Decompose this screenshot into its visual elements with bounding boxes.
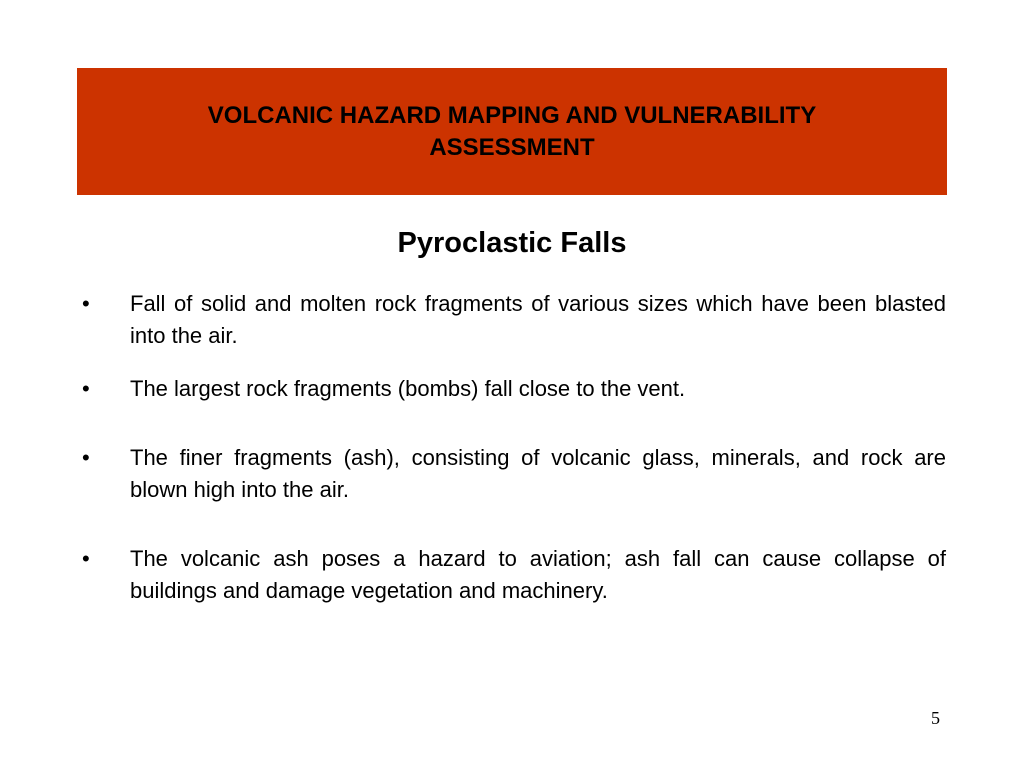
title-banner — [77, 68, 947, 195]
bullet-icon: • — [82, 546, 90, 571]
bullet-item — [80, 543, 946, 607]
bullet-icon: • — [82, 445, 90, 470]
bullet-text: Fall of solid and molten rock fragments of various sizes which have been blasted into the air. — [130, 291, 946, 348]
section-heading: Pyroclastic Falls — [397, 227, 627, 259]
bullet-text: The finer fragments (ash), consisting of volcanic glass, minerals, and rock are blown high into the air. — [130, 445, 946, 502]
bullet-icon: • — [82, 291, 90, 316]
bullet-text: The volcanic ash poses a hazard to aviation; ash fall can cause collapse of buildings and damage vegetation and machinery. — [130, 546, 946, 603]
bullet-item — [80, 373, 946, 405]
bullet-item — [80, 442, 946, 506]
page-number: 5 — [931, 708, 940, 728]
slide-title: VOLCANIC HAZARD MAPPING AND VULNERABILITY ASSESSMENT — [207, 101, 817, 161]
bullet-item — [80, 288, 946, 352]
bullet-text: The largest rock fragments (bombs) fall close to the vent. — [130, 376, 686, 401]
bullet-icon: • — [82, 376, 90, 401]
